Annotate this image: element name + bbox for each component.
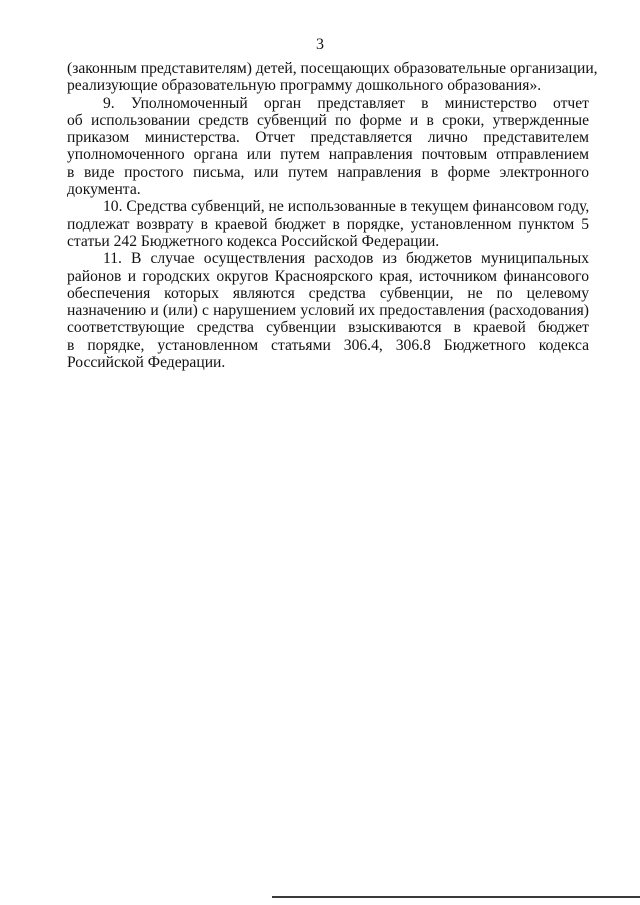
- text-line: Российской Федерации.: [67, 354, 226, 372]
- paragraph-11: [67, 250, 589, 371]
- text-line: документа.: [67, 181, 141, 199]
- paragraph-continuation: [67, 60, 598, 95]
- text-line: в порядке, установленном статьями 306.4, 306.8 Бюджетного кодекса: [67, 336, 589, 354]
- text-line: районов и городских округов Красноярского края, источником финансового: [67, 267, 589, 285]
- scan-edge-line: [272, 896, 640, 898]
- text-line: приказом министерства. Отчет представляется лично представителем: [67, 129, 589, 147]
- text-line: (законным представителям) детей, посещающих образовательные организации,: [67, 60, 598, 77]
- text-line: об использовании средств субвенций по форме и в сроки, утвержденные: [67, 111, 589, 129]
- text-line: 10. Средства субвенций, не использованные в текущем финансовом году,: [103, 198, 590, 216]
- text-line: 11. В случае осуществления расходов из бюджетов муниципальных: [103, 250, 589, 268]
- paragraph-10: [67, 198, 589, 250]
- text-line: подлежат возврату в краевой бюджет в порядке, установленном пунктом 5: [67, 215, 589, 233]
- text-line: в виде простого письма, или путем направления в форме электронного: [67, 163, 589, 181]
- text-line: реализующие образовательную программу дошкольного образования».: [67, 77, 542, 95]
- text-line: уполномоченного органа или путем направления почтовым отправлением: [67, 146, 589, 164]
- text-line: 9. Уполномоченный орган представляет в министерство отчет: [103, 94, 589, 112]
- text-line: статьи 242 Бюджетного кодекса Российской Федерации.: [67, 232, 440, 250]
- text-line: соответствующие средства субвенции взыскиваются в краевой бюджет: [67, 319, 589, 337]
- text-line: обеспечения которых являются средства субвенции, не по целевому: [67, 284, 589, 302]
- page-number: 3: [316, 36, 324, 53]
- document-body: [67, 60, 598, 372]
- paragraph-9: [67, 95, 589, 199]
- text-line: назначению и (или) с нарушением условий их предоставления (расходования): [67, 302, 589, 320]
